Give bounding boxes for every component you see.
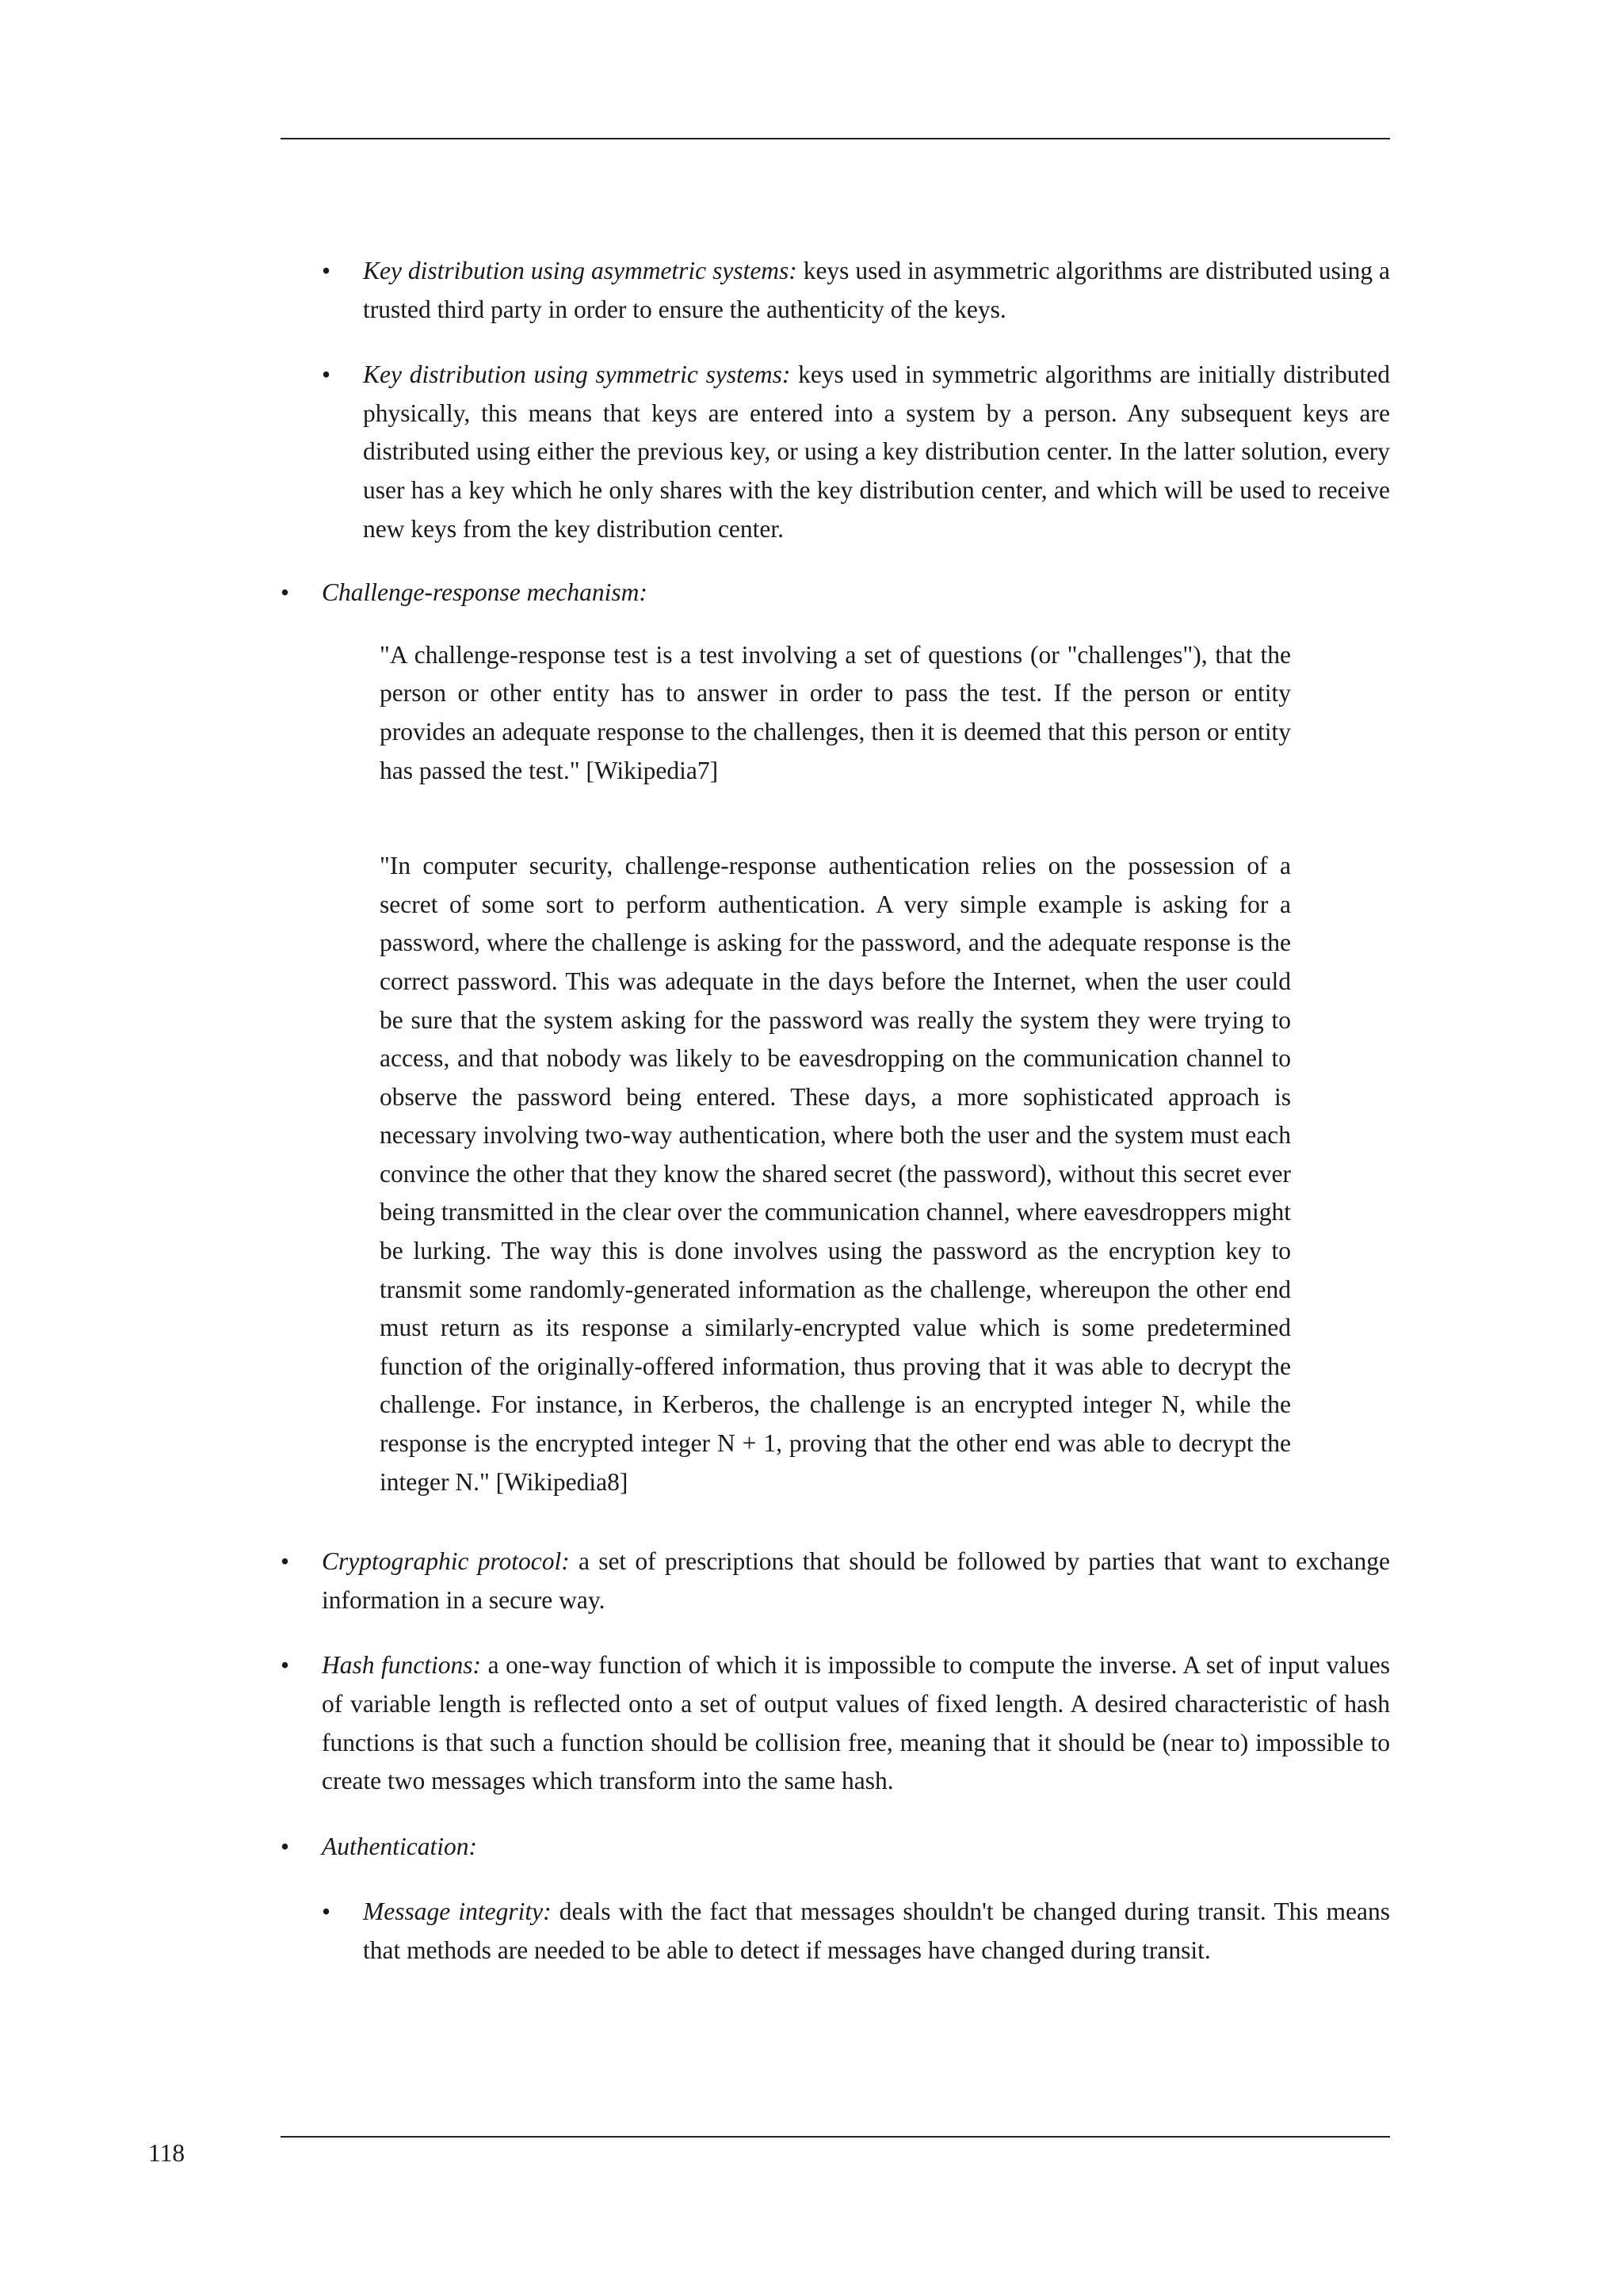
list-item-hash-functions xyxy=(281,1646,1390,1800)
block-quote-wikipedia8: "In computer security, challenge-response authentication relies on the possession of a secret of some sort to perform authentication. A very simple example is asking for a password, where the challenge is asking for the password, and the adequate response is the correct password. This was adequate in the days before the Internet, when the user could be sure that the system asking for the password was really the system they were trying to access, and that nobody was likely to be eavesdropping on the communication channel to observe the password being entered. These days, a more sophisticated approach is necessary involving two-way authentication, where both the user and the system must each convince the other that they know the shared secret (the password), without this secret ever being transmitted in the clear over the communication channel, where eavesdroppers might be lurking. The way this is done involves using the password as the encryption key to transmit some randomly-generated information as the challenge, whereupon the other end must return as its response a similarly-encrypted value which is some predetermined function of the originally-offered information, thus proving that it was able to decrypt the challenge. For instance, in Kerberos, the challenge is an encrypted integer N, while the response is the encrypted integer N + 1, proving that the other end was able to decrypt the integer N." [Wikipedia8] xyxy=(380,852,1291,1496)
definition-text: a one-way function of which it is impossible to compute the inverse. A set of input values of variable length is reflected onto a set of output values of fixed length. A desired characteristic of hash functions is that such a function should be collision free, meaning that it should be (near to) impossible to create two messages which transform into the same hash. xyxy=(322,1651,1390,1795)
paragraph xyxy=(363,356,1390,548)
paragraph xyxy=(322,1828,1390,1867)
list-item-message-integrity xyxy=(322,1893,1390,1970)
bullet: • xyxy=(281,1651,290,1680)
paragraph xyxy=(363,1893,1390,1970)
bullet: • xyxy=(322,1897,331,1926)
bullet: • xyxy=(281,1832,290,1860)
bullet: • xyxy=(281,1547,290,1576)
footer-rule xyxy=(281,2136,1390,2138)
page-body xyxy=(281,252,1390,1970)
term: Challenge-response mechanism: xyxy=(322,578,647,607)
paragraph xyxy=(322,1646,1390,1800)
list-item-challenge-response xyxy=(281,574,1390,612)
term: Hash functions: xyxy=(322,1651,482,1680)
paragraph xyxy=(322,1543,1390,1619)
definition-text: deals with the fact that messages shouldn't be changed during transit. This means that methods are needed to be able to detect if messages have changed during transit. xyxy=(363,1897,1390,1964)
term: Key distribution using asymmetric systems: xyxy=(363,257,797,284)
bullet: • xyxy=(322,360,331,389)
header-rule xyxy=(281,138,1390,139)
definition-text: keys used in asymmetric algorithms are distributed using a trusted third party in order to ensure the authenticity of the keys. xyxy=(363,257,1390,323)
list-item-authentication xyxy=(281,1828,1390,1867)
list-item-key-distribution-asymmetric xyxy=(322,252,1390,329)
bullet: • xyxy=(281,578,290,607)
block-quote-wikipedia7: "A challenge-response test is a test involving a set of questions (or "challenges"), that the person or other entity has to answer in order to pass the test. If the person or entity provides an adequate response to the challenges, then it is deemed that this person or entity has passed the test." [Wikipedia7] xyxy=(380,640,1291,784)
term: Message integrity: xyxy=(363,1897,552,1926)
paragraph xyxy=(322,574,1390,612)
paragraph xyxy=(363,252,1390,329)
page-number: 118 xyxy=(148,2139,185,2167)
term: Authentication: xyxy=(322,1832,477,1860)
list-item-cryptographic-protocol xyxy=(281,1543,1390,1619)
term: Cryptographic protocol: xyxy=(322,1547,570,1576)
list-item-key-distribution-symmetric xyxy=(322,356,1390,548)
definition-text: a set of prescriptions that should be followed by parties that want to exchange information in a secure way. xyxy=(322,1547,1391,1614)
definition-text: keys used in symmetric algorithms are initially distributed physically, this means that keys are entered into a system by a person. Any subsequent keys are distributed using either the previous key, or using a key distribution center. In the latter solution, every user has a key which he only shares with the key distribution center, and which will be used to receive new keys from the key distribution center. xyxy=(363,360,1390,543)
term: Key distribution using symmetric systems: xyxy=(363,360,791,389)
bullet: • xyxy=(322,257,331,284)
